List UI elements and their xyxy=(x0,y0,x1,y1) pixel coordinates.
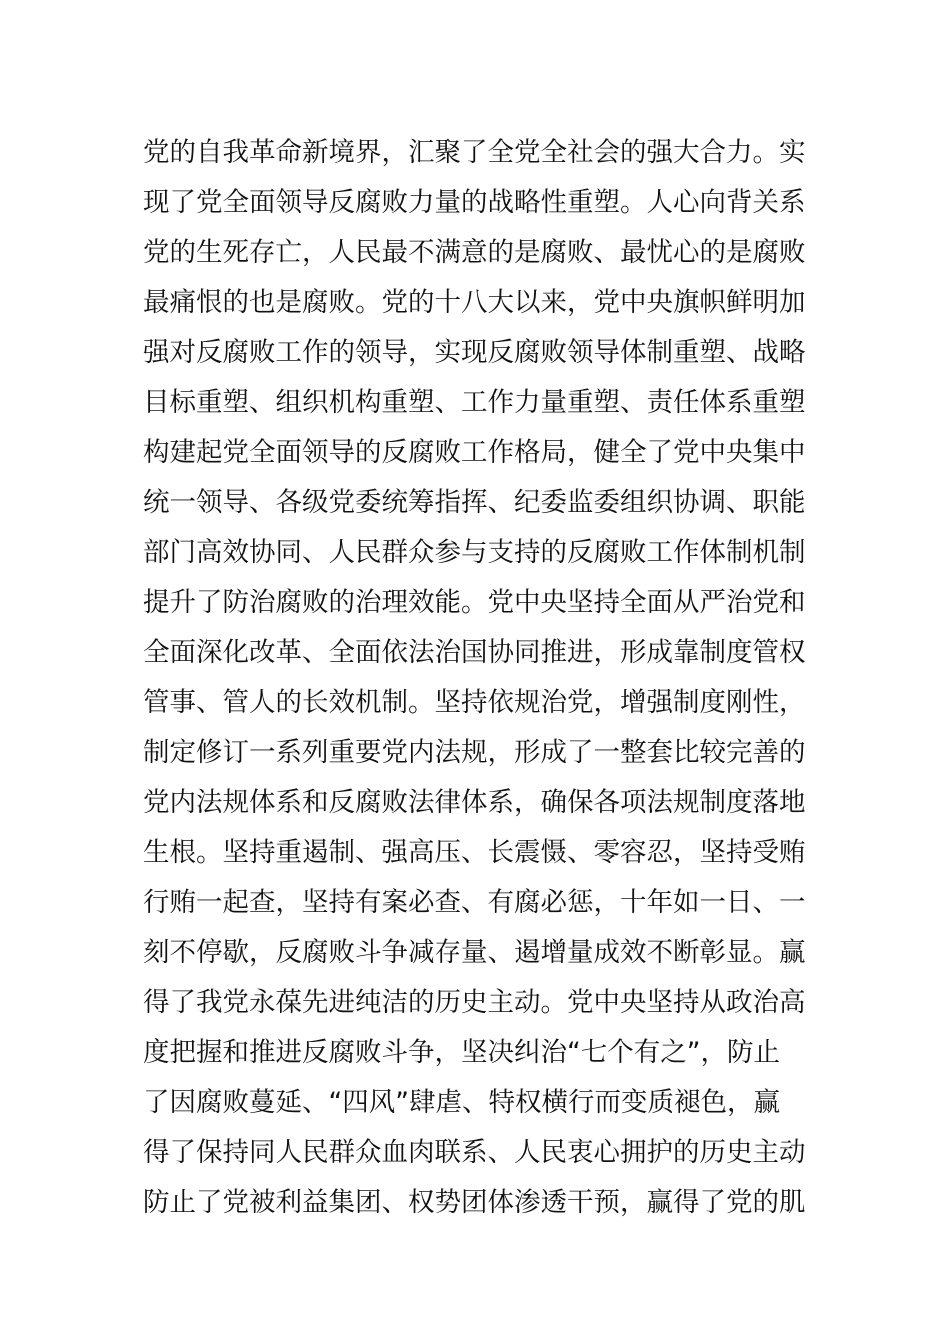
body-paragraph xyxy=(143,128,813,1228)
text-line: 党的自我革命新境界，汇聚了全党全社会的强大合力。实 xyxy=(143,137,806,168)
text-line: 刻不停歇，反腐败斗争减存量、遏增量成效不断彰显。赢 xyxy=(143,937,806,968)
text-line: 构建起党全面领导的反腐败工作格局，健全了党中央集中 xyxy=(143,437,806,468)
text-line: 度把握和推进反腐败斗争，坚决纠治“七个有之”，防止 xyxy=(143,1037,780,1068)
text-line: 行贿一起查，坚持有案必查、有腐必惩，十年如一日、一 xyxy=(143,887,806,918)
text-line: 党的生死存亡，人民最不满意的是腐败、最忧心的是腐败 xyxy=(143,237,806,268)
text-line: 最痛恨的也是腐败。党的十八大以来，党中央旗帜鲜明加 xyxy=(143,287,806,318)
text-line: 现了党全面领导反腐败力量的战略性重塑。人心向背关系 xyxy=(143,187,806,218)
text-line: 管事、管人的长效机制。坚持依规治党，增强制度刚性， xyxy=(143,687,806,718)
text-line: 目标重塑、组织机构重塑、工作力量重塑、责任体系重塑 xyxy=(143,387,806,418)
text-line: 制定修订一系列重要党内法规，形成了一整套比较完善的 xyxy=(143,737,806,768)
text-line: 强对反腐败工作的领导，实现反腐败领导体制重塑、战略 xyxy=(143,337,806,368)
text-line: 部门高效协同、人民群众参与支持的反腐败工作体制机制 xyxy=(143,537,806,568)
text-line: 生根。坚持重遏制、强高压、长震慑、零容忍，坚持受贿 xyxy=(143,837,806,868)
text-line: 党内法规体系和反腐败法律体系，确保各项法规制度落地 xyxy=(143,787,806,818)
text-line: 防止了党被利益集团、权势团体渗透干预，赢得了党的肌 xyxy=(143,1187,806,1218)
text-line: 全面深化改革、全面依法治国协同推进，形成靠制度管权 xyxy=(143,637,806,668)
text-line: 得了保持同人民群众血肉联系、人民衷心拥护的历史主动 xyxy=(143,1137,806,1168)
text-line: 统一领导、各级党委统筹指挥、纪委监委组织协调、职能 xyxy=(143,487,806,518)
text-line: 提升了防治腐败的治理效能。党中央坚持全面从严治党和 xyxy=(143,587,806,618)
text-line: 得了我党永葆先进纯洁的历史主动。党中央坚持从政治高 xyxy=(143,987,806,1018)
text-line: 了因腐败蔓延、“四风”肆虐、特权横行而变质褪色，赢 xyxy=(143,1087,780,1118)
